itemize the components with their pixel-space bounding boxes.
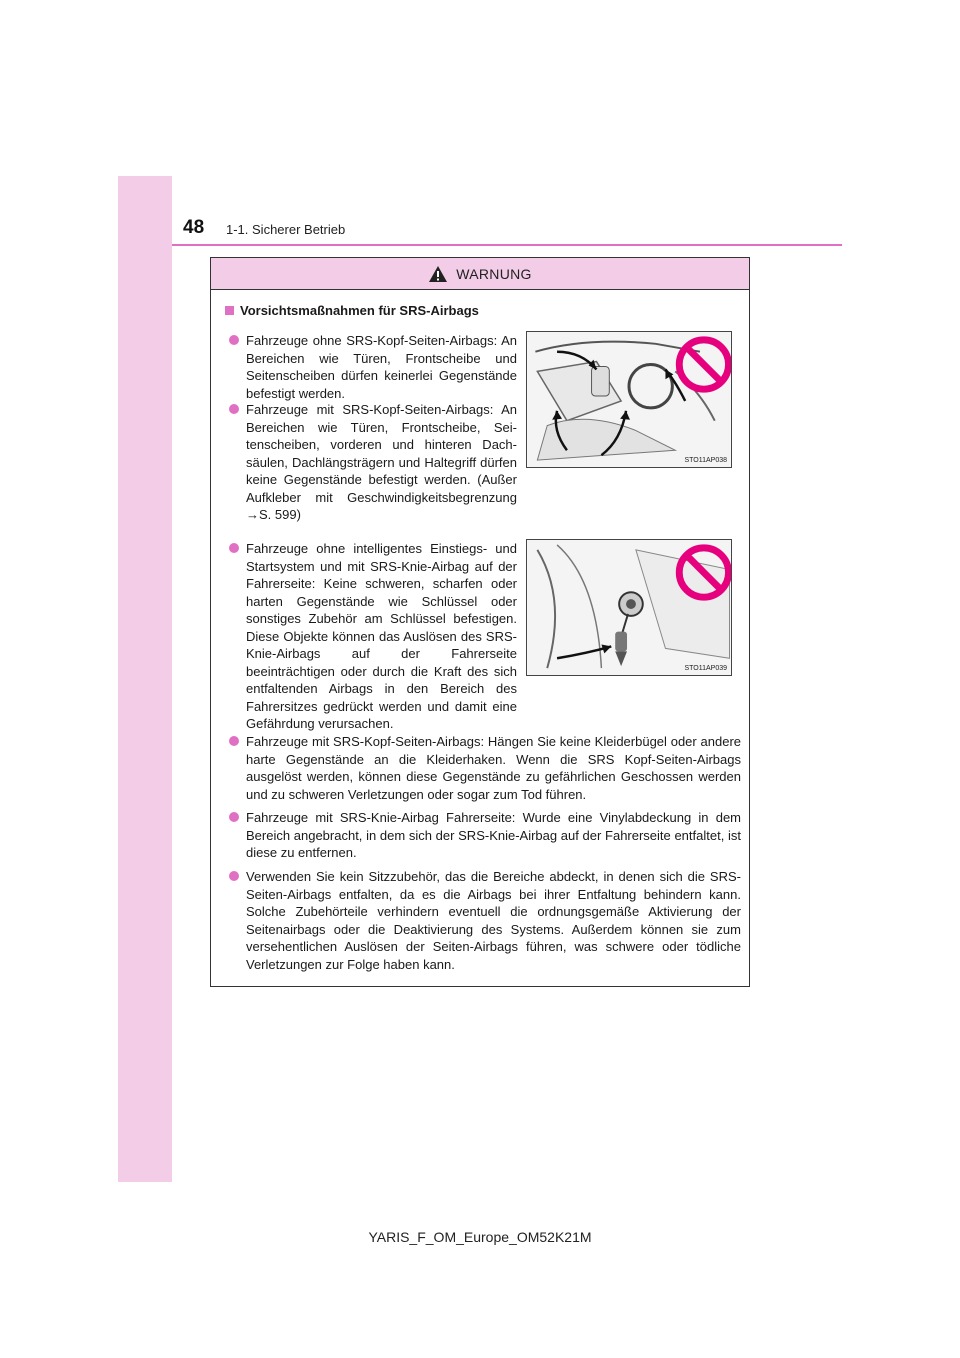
list-item bbox=[229, 332, 517, 402]
list-item-text: Verwenden Sie kein Sitzzubehör, das die Bereiche abdeckt, in denen sich die SRS-Seiten-Airbags entfalten, da es die Airbags bei ihrer Entfaltung behindern kann. Solche Zubehörteile verhindern eventuell die ordnungsgemäße Aktivierung der Seitenairbags oder die Deaktivierung des Systems. Außerdem können sie zum versehentlichen Auslösen der Seiten-Airbags führen, was schwere oder tödliche Verletzungen zur Folge haben kann. bbox=[246, 869, 741, 972]
list-item-text: Fahrzeuge mit SRS-Knie-Airbag Fahrerseite: Wurde eine Vinylabdeckung in dem Bereich angebracht, in dem sich der SRS-Knie-Airbag auf der Fahrerseite entfaltet, ist diese zu entfernen. bbox=[246, 810, 741, 860]
list-item bbox=[229, 809, 741, 862]
figure-label: STO11AP039 bbox=[684, 665, 727, 672]
warning-subheading bbox=[225, 303, 479, 318]
bullet-dot-icon bbox=[229, 543, 239, 553]
bullet-dot-icon bbox=[229, 736, 239, 746]
list-item bbox=[229, 733, 741, 803]
header-rule bbox=[172, 244, 842, 246]
list-item-text: Fahrzeuge mit SRS-Kopf-Seiten-Airbags: An Bereichen wie Türen, Frontscheibe, Seitenscheiben, vorderen und hinteren Dachsäulen, Dachlängsträgern und Haltegriff dürfen keine Gegenstände befestigt werden. (Außer Aufkleber mit Geschwindigkeitsbegrenzung →S. 599) bbox=[246, 402, 517, 522]
bullet-dot-icon bbox=[229, 812, 239, 822]
square-bullet-icon bbox=[225, 306, 234, 315]
list-item bbox=[229, 401, 517, 524]
list-item bbox=[229, 868, 741, 973]
page-number: 48 bbox=[183, 217, 205, 238]
list-item-text: Fahrzeuge mit SRS-Kopf-Seiten-Airbags: Hängen Sie keine Kleiderbügel oder andere harte Gegenstände an die Kleiderhaken. Wenn die SRS Kopf-Seiten-Airbags ausgelöst werden, können diese Gegenstände zu gefährlichen Geschossen werden und zu schweren Verletzungen oder sogar zum Tod führen. bbox=[246, 734, 741, 802]
section-title: 1-1. Sicherer Betrieb bbox=[226, 222, 346, 237]
side-thumb-band bbox=[118, 176, 172, 1182]
warning-subheading-text: Vorsichtsmaßnahmen für SRS-Airbags bbox=[240, 303, 479, 318]
warning-box bbox=[210, 257, 750, 987]
warning-header bbox=[211, 258, 749, 290]
warning-triangle-icon bbox=[428, 265, 448, 283]
interior-illustration-icon bbox=[527, 332, 731, 467]
footer-doc-code: YARIS_F_OM_Europe_OM52K21M bbox=[368, 1229, 592, 1245]
bullet-dot-icon bbox=[229, 335, 239, 345]
bullet-dot-icon bbox=[229, 404, 239, 414]
figure-interior-roof bbox=[526, 331, 732, 468]
key-illustration-icon bbox=[527, 540, 731, 675]
bullet-dot-icon bbox=[229, 871, 239, 881]
figure-key-steering bbox=[526, 539, 732, 676]
list-item-text: Fahrzeuge ohne SRS-Kopf-Seiten-Airbags: An Bereichen wie Türen, Frontscheibe und Seitenscheiben dürfen keinerlei Gegenstände befestigt werden. bbox=[246, 333, 517, 401]
list-item bbox=[229, 540, 517, 733]
warning-title: WARNUNG bbox=[456, 265, 532, 282]
list-item-text: Fahrzeuge ohne intelligentes Einstiegs- und Startsystem und mit SRS-Knie-Airbag auf der Fahrerseite: Keine schweren, scharfen oder harten Gegenstände wie Schlüssel oder sonstiges Zubehör am Schlüssel befestigen. Diese Objekte können das Auslösen des SRS-Knie-Airbags auf der Fahrerseite beeinträchtigen oder durch die Kraft des sich entfaltenden Airbags in den Bereich des Fahrersitzes gedrückt werden und damit eine Gefährdung verursachen. bbox=[246, 541, 517, 731]
figure-label: STO11AP038 bbox=[684, 457, 727, 464]
